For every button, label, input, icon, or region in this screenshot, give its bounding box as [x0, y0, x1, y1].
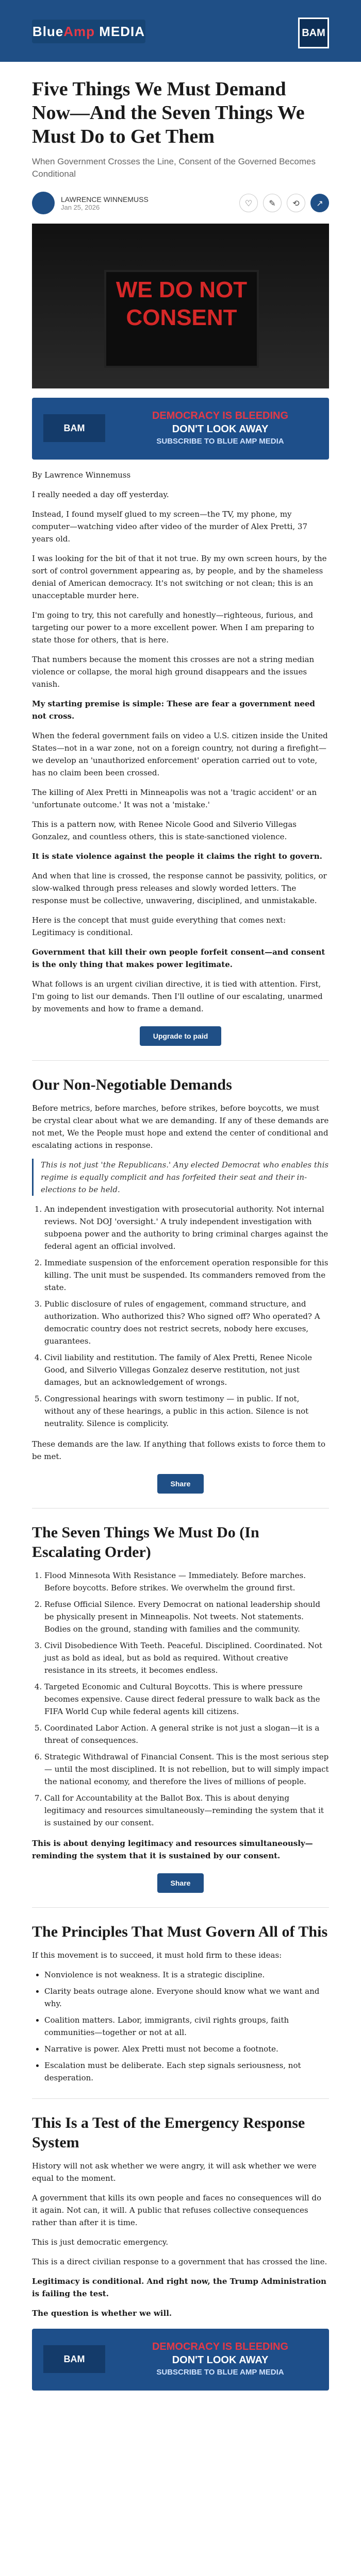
paragraph: I was looking for the bit of that it not true. By my own screen hours, by the sort of control government appearing as, by people, and by the shameless denial of American democracy. It's not switching or not clean; this is an unacceptable murder here.: [32, 554, 327, 600]
post-actions: [239, 194, 329, 212]
blue-amp-logo[interactable]: [32, 20, 145, 43]
upgrade-row: [32, 1026, 329, 1046]
section-heading: This Is a Test of the Emergency Response System: [32, 2114, 305, 2151]
article-subtitle: When Government Crosses the Line, Consent of the Governed Becomes Conditional: [32, 157, 316, 179]
hero-image: [32, 224, 329, 388]
subscribe-banner[interactable]: [32, 2329, 329, 2391]
share-row: [32, 1873, 329, 1893]
divider: [32, 2098, 329, 2099]
subscribe-banner[interactable]: [32, 398, 329, 460]
list-item: • Clarity beats outrage alone. Everyone should know what we want and why.: [44, 1985, 329, 2010]
paragraph: And when that line is crossed, the response cannot be passivity, politics, or slow-walked through press releases and slowly worded letters. The response must be collective, unwavering, disciplined, and unmistakable.: [32, 871, 327, 905]
paragraph: These demands are the law. If anything that follows exists to force them to be met.: [32, 1439, 326, 1461]
paragraph: That numbers because the moment this crosses are not a string median violence or collapse, the moral high ground disappears and the issues vanish.: [32, 655, 315, 689]
paragraph: If this movement is to succeed, it must hold firm to these ideas:: [32, 1951, 282, 1960]
paragraph: This is just democratic emergency.: [32, 2238, 169, 2247]
paragraph: History will not ask whether we were angry, it will ask whether we were equal to the moment.: [32, 2161, 317, 2183]
banner-line-1: DEMOCRACY IS BLEEDING: [152, 410, 289, 421]
paragraph: A government that kills its own people and faces no consequences will do it again. Not can, it will. A public that refuses collective consequences rather than after it is time.: [32, 2193, 322, 2227]
list-item: 3. Civil Disobedience With Teeth. Peaceful. Disciplined. Coordinated. Not just as bold as ideal, but as bold as required. Without creative resistance in its streets, it becomes endless.: [44, 1639, 329, 1676]
paragraph: It is state violence against the people it claims the right to govern.: [32, 852, 322, 861]
banner-text: [120, 2340, 321, 2378]
section-heading: The Seven Things We Must Do (In Escalating Order): [32, 1524, 259, 1561]
logo-amp: Amp: [63, 24, 95, 39]
list-item: 2. Refuse Official Silence. Every Democrat on national leadership should be physically present in Minneapolis. Not tweets. Not statements. Bodies on the ground, standing with families and the community.: [44, 1598, 329, 1635]
post-date: Jan 25, 2026: [61, 203, 100, 211]
header-banner: [0, 0, 361, 62]
list-item: 1. An independent investigation with prosecutorial authority. Not internal reviews. Not DOJ 'oversight.' A truly independent investigation with subpoena power and the authority to bring criminal charges against the federal agent an official involved.: [44, 1203, 329, 1252]
byline: [32, 192, 329, 214]
paragraph: I really needed a day off yesterday.: [32, 490, 169, 499]
list-item: 4. Targeted Economic and Cultural Boycotts. This is where pressure becomes expensive. Cause direct federal pressure to walk back as the FIFA World Cup while federal agents kill citizens.: [44, 1681, 329, 1718]
avatar[interactable]: [32, 192, 55, 214]
banner-logo: BAM: [43, 2345, 105, 2373]
banner-line-2: DON'T LOOK AWAY: [172, 423, 269, 435]
heart-icon[interactable]: ♡: [239, 194, 258, 212]
list-item: 5. Coordinated Labor Action. A general strike is not just a slogan—it is a threat of consequences.: [44, 1722, 329, 1747]
comment-icon[interactable]: ✎: [263, 194, 282, 212]
divider: [32, 1508, 329, 1509]
share-button[interactable]: Share: [157, 1474, 204, 1494]
banner-text: [120, 409, 321, 447]
paragraph: Instead, I found myself glued to my screen—the TV, my phone, my computer—watching video after video of the murder of Alex Pretti, 37 years old.: [32, 510, 307, 544]
banner-logo: BAM: [43, 414, 105, 442]
paragraph: What follows is an urgent civilian directive, it is tied with attention. First, I'm going to list our demands. Then I'll outline of our escalating, unarmed by movements and how to frame a demand.: [32, 979, 323, 1013]
divider: [32, 1907, 329, 1908]
protest-sign: WE DO NOT CONSENT: [104, 270, 259, 368]
list-item: 4. Civil liability and restitution. The family of Alex Pretti, Renee Nicole Good, and Silverio Villegas Gonzalez deserve restitution, not just damages, but an acknowledgement of wrongs.: [44, 1351, 329, 1388]
banner-line-2: DON'T LOOK AWAY: [172, 2354, 269, 2366]
byline-caption: By Lawrence Winnemuss: [32, 470, 131, 480]
list-item: 5. Congressional hearings with sworn testimony — in public. If not, without any of these hearings, a public in this action. Silence is not neutrality. Silence is complicity.: [44, 1393, 329, 1430]
paragraph: Here is the concept that must guide everything that comes next: Legitimacy is conditional.: [32, 916, 286, 937]
paragraph: This is a direct civilian response to a government that has crossed the line.: [32, 2257, 327, 2266]
restack-icon[interactable]: ⟲: [287, 194, 305, 212]
paragraph: I'm going to try, this not carefully and honestly—righteous, furious, and targeting our power to a more excellent power. When I am preparing to state those for others, that is here.: [32, 611, 315, 645]
paragraph: The question is whether we will.: [32, 2309, 172, 2318]
paragraph: This is about denying legitimacy and resources simultaneously—reminding the system that it is sustained by our consent.: [32, 1839, 313, 1860]
quote: This is not just 'the Republicans.' Any elected Democrat who enables this regime is equally complicit and has forfeited their seat and their in-elections to be held.: [32, 1159, 329, 1196]
share-icon[interactable]: ↗: [310, 194, 329, 212]
logo-media: MEDIA: [99, 24, 145, 39]
list-item: 2. Immediate suspension of the enforcement operation responsible for this killing. The unit must be suspended. Its commanders removed from the state.: [44, 1257, 329, 1294]
article-body: [32, 77, 329, 2400]
banner-line-3: SUBSCRIBE TO BLUE AMP MEDIA: [156, 2368, 284, 2377]
section-heading: The Principles That Must Govern All of This: [32, 1923, 328, 1940]
share-row: [32, 1474, 329, 1494]
share-button[interactable]: Share: [157, 1873, 204, 1893]
banner-line-1: DEMOCRACY IS BLEEDING: [152, 2341, 289, 2352]
paragraph: Before metrics, before marches, before strikes, before boycotts, we must be crystal clear about what we are demanding. If any of these demands are not met, We the People must hope and extend the center of conditional and escalating actions in response.: [32, 1104, 329, 1150]
list-item: 7. Call for Accountability at the Ballot Box. This is about denying legitimacy and resources simultaneously—reminding the system that it is sustained by our consent.: [44, 1792, 329, 1829]
bam-badge[interactable]: BAM: [298, 18, 329, 48]
list-item: • Narrative is power. Alex Pretti must not become a footnote.: [44, 2043, 329, 2055]
list-item: 3. Public disclosure of rules of engagement, command structure, and authorization. Who authorized this? Who signed off? Who operated? A democratic country does not restrict secrets, nobody here excuses, guarantees.: [44, 1298, 329, 1347]
list-item: • Nonviolence is not weakness. It is a strategic discipline.: [44, 1969, 329, 1981]
seven-list: [32, 1569, 329, 1829]
logo-text: Blue: [32, 24, 64, 39]
upgrade-button[interactable]: Upgrade to paid: [140, 1026, 222, 1046]
section-heading: Our Non-Negotiable Demands: [32, 1076, 232, 1093]
list-item: • Coalition matters. Labor, immigrants, civil rights groups, faith communities—together or not at all.: [44, 2014, 329, 2039]
list-item: • Escalation must be deliberate. Each step signals seriousness, not desperation.: [44, 2059, 329, 2084]
article-title[interactable]: Five Things We Must Demand Now—And the Seven Things We Must Do to Get Them: [32, 78, 305, 147]
principles-list: [32, 1969, 329, 2084]
paragraph: The killing of Alex Pretti in Minneapolis was not a 'tragic accident' or an 'unfortunate outcome.' It was not a 'mistake.': [32, 788, 317, 809]
paragraph: When the federal government fails on video a U.S. citizen inside the United States—not in a war zone, not on a foreign country, not during a firefight—we develop an 'unauthorized enforcement' operation carried out to vote, has no claim been been crossed.: [32, 731, 328, 777]
divider: [32, 1060, 329, 1061]
list-item: 6. Strategic Withdrawal of Financial Consent. This is the most serious step — until the most disciplined. It is not rebellion, but to will simply impact the national economy, and therefore the lives of millions of people.: [44, 1751, 329, 1788]
paragraph: Government that kill their own people forfeit consent—and consent is the only thing that makes power legitimate.: [32, 947, 325, 969]
paragraph: Legitimacy is conditional. And right now, the Trump Administration is failing the test.: [32, 2277, 326, 2298]
paragraph: My starting premise is simple: These are fear a government need not cross.: [32, 699, 315, 721]
banner-line-3: SUBSCRIBE TO BLUE AMP MEDIA: [156, 437, 284, 446]
list-item: 1. Flood Minnesota With Resistance — Immediately. Before marches. Before boycotts. Before strikes. We overwhelm the ground first.: [44, 1569, 329, 1594]
demands-list: [32, 1203, 329, 1430]
paragraph: This is a pattern now, with Renee Nicole Good and Silverio Villegas Gonzalez, and countless others, this is state-sanctioned violence.: [32, 820, 297, 841]
author-name[interactable]: LAWRENCE WINNEMUSS: [61, 195, 149, 204]
